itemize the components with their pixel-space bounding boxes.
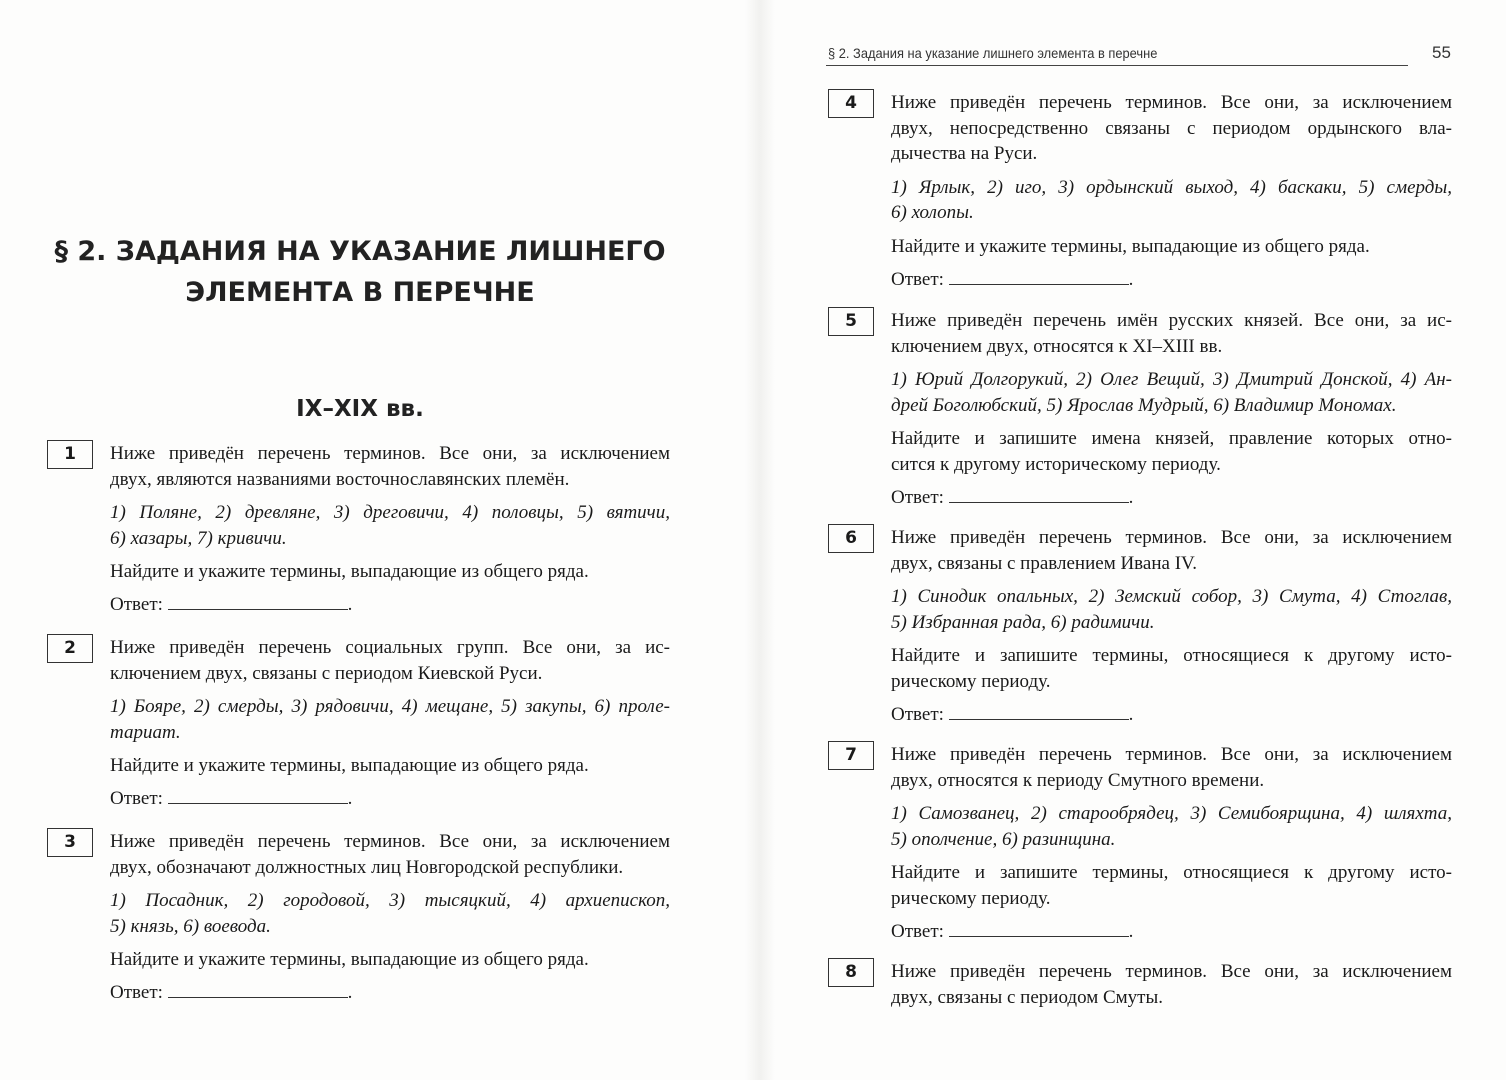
term-list-line: 5) Избранная рада, 6) радимичи. bbox=[891, 611, 1155, 633]
task-text-line: Найдите и запишите имена князей, правление которых отно- bbox=[891, 427, 1452, 449]
task-text-line: ключением двух, относятся к XI–XIII вв. bbox=[891, 335, 1223, 357]
term-list-line: 5) князь, 6) воевода. bbox=[110, 915, 271, 937]
term-list-line: дрей Боголюбский, 5) Ярослав Мудрый, 6) Владимир Мономах. bbox=[891, 394, 1397, 416]
task-text-line: Найдите и укажите термины, выпадающие из общего ряда. bbox=[891, 235, 1370, 257]
task-text-line: Ниже приведён перечень имён русских князей. Все они, за ис- bbox=[891, 310, 1452, 331]
task-number-box: 4 bbox=[828, 89, 874, 118]
task-text-line: двух, непосредственно связаны с периодом ордынского вла- bbox=[891, 117, 1452, 139]
page-number: 55 bbox=[1432, 43, 1451, 62]
task-text-line: рическому периоду. bbox=[891, 670, 1051, 692]
task-text-line: двух, относятся к периоду Смутного времени. bbox=[891, 769, 1265, 791]
answer-blank[interactable] bbox=[168, 594, 348, 610]
answer-line: Ответ: . bbox=[110, 594, 353, 615]
answer-line: Ответ: . bbox=[110, 788, 353, 809]
task-text-line: дычества на Руси. bbox=[891, 143, 1038, 165]
term-list-line: 1) Ярлык, 2) иго, 3) ордынский выход, 4) баскаки, 5) смерды, bbox=[891, 176, 1452, 198]
task-number-box: 3 bbox=[47, 828, 93, 857]
task-text-line: Найдите и укажите термины, выпадающие из общего ряда. bbox=[110, 948, 589, 970]
answer-label: Ответ: bbox=[110, 788, 163, 809]
answer-blank[interactable] bbox=[168, 982, 348, 998]
answer-label: Ответ: bbox=[110, 594, 163, 615]
answer-label: Ответ: bbox=[891, 486, 944, 508]
task-text-line: сится к другому историческому периоду. bbox=[891, 453, 1221, 475]
task-text-line: Ниже приведён перечень терминов. Все они, за исключением bbox=[110, 443, 670, 464]
header-rule bbox=[826, 65, 1408, 66]
task-text-line: Ниже приведён перечень терминов. Все они, за исключением bbox=[110, 831, 670, 852]
task-number-box: 6 bbox=[828, 524, 874, 553]
answer-line: Ответ: . bbox=[891, 268, 1134, 290]
task-text-line: двух, обозначают должностных лиц Новгородской республики. bbox=[110, 856, 624, 878]
section-title-line2: ЭЛЕМЕНТА В ПЕРЕЧНЕ bbox=[185, 277, 535, 308]
answer-label: Ответ: bbox=[891, 920, 944, 942]
task-text-line: Найдите и укажите термины, выпадающие из общего ряда. bbox=[110, 560, 589, 582]
answer-line: Ответ: . bbox=[110, 982, 353, 1003]
task-number-box: 7 bbox=[828, 741, 874, 770]
task-number-box: 2 bbox=[47, 634, 93, 663]
task-text-line: двух, связаны с периодом Смуты. bbox=[891, 986, 1164, 1008]
term-list-line: 6) холопы. bbox=[891, 202, 974, 224]
term-list-line: 6) хазары, 7) кривичи. bbox=[110, 527, 287, 549]
term-list-line: 1) Юрий Долгорукий, 2) Олег Вещий, 3) Дмитрий Донской, 4) Ан- bbox=[891, 368, 1452, 390]
task-text-line: Ниже приведён перечень терминов. Все они, за исключением bbox=[891, 744, 1452, 765]
task-text-line: Ниже приведён перечень социальных групп. Все они, за ис- bbox=[110, 637, 670, 658]
task-number-box: 5 bbox=[828, 307, 874, 336]
task-text-line: рическому периоду. bbox=[891, 887, 1051, 909]
term-list-line: 1) Бояре, 2) смерды, 3) рядовичи, 4) мещане, 5) закупы, 6) проле- bbox=[110, 695, 670, 717]
term-list-line: 1) Поляне, 2) древляне, 3) дреговичи, 4) половцы, 5) вятичи, bbox=[110, 501, 670, 523]
answer-line: Ответ: . bbox=[891, 486, 1134, 508]
term-list-line: 1) Самозванец, 2) старообрядец, 3) Семибоярщина, 4) шляхта, bbox=[891, 802, 1452, 824]
task-text-line: Ниже приведён перечень терминов. Все они, за исключением bbox=[891, 92, 1452, 113]
book-gutter bbox=[745, 0, 775, 1080]
answer-label: Ответ: bbox=[891, 268, 944, 290]
running-head: § 2. Задания на указание лишнего элемента в перечне bbox=[828, 45, 1158, 61]
term-list-line: тариат. bbox=[110, 721, 181, 743]
term-list-line: 1) Синодик опальных, 2) Земский собор, 3) Смута, 4) Стоглав, bbox=[891, 585, 1452, 607]
task-text-line: ключением двух, связаны с периодом Киевской Руси. bbox=[110, 662, 543, 684]
period-subtitle: IX–XIX вв. bbox=[296, 396, 424, 422]
answer-label: Ответ: bbox=[110, 982, 163, 1003]
task-text-line: Найдите и запишите термины, относящиеся к другому исто- bbox=[891, 644, 1452, 666]
task-text-line: двух, являются названиями восточнославянских племён. bbox=[110, 468, 570, 490]
answer-line: Ответ: . bbox=[891, 703, 1134, 725]
answer-blank[interactable] bbox=[949, 921, 1129, 937]
task-text-line: Ниже приведён перечень терминов. Все они, за исключением bbox=[891, 961, 1452, 982]
term-list-line: 1) Посадник, 2) городовой, 3) тысяцкий, 4) архиепископ, bbox=[110, 889, 670, 911]
answer-blank[interactable] bbox=[949, 487, 1129, 503]
answer-label: Ответ: bbox=[891, 703, 944, 725]
answer-blank[interactable] bbox=[949, 704, 1129, 720]
answer-blank[interactable] bbox=[168, 788, 348, 804]
section-title-line1: § 2. ЗАДАНИЯ НА УКАЗАНИЕ ЛИШНЕГО bbox=[54, 236, 666, 267]
task-text-line: Найдите и запишите термины, относящиеся к другому исто- bbox=[891, 861, 1452, 883]
task-text-line: двух, связаны с правлением Ивана IV. bbox=[891, 552, 1198, 574]
task-number-box: 1 bbox=[47, 440, 93, 469]
task-text-line: Найдите и укажите термины, выпадающие из общего ряда. bbox=[110, 754, 589, 776]
answer-line: Ответ: . bbox=[891, 920, 1134, 942]
task-text-line: Ниже приведён перечень терминов. Все они, за исключением bbox=[891, 527, 1452, 548]
answer-blank[interactable] bbox=[949, 269, 1129, 285]
task-number-box: 8 bbox=[828, 958, 874, 987]
term-list-line: 5) ополчение, 6) разинщина. bbox=[891, 828, 1116, 850]
